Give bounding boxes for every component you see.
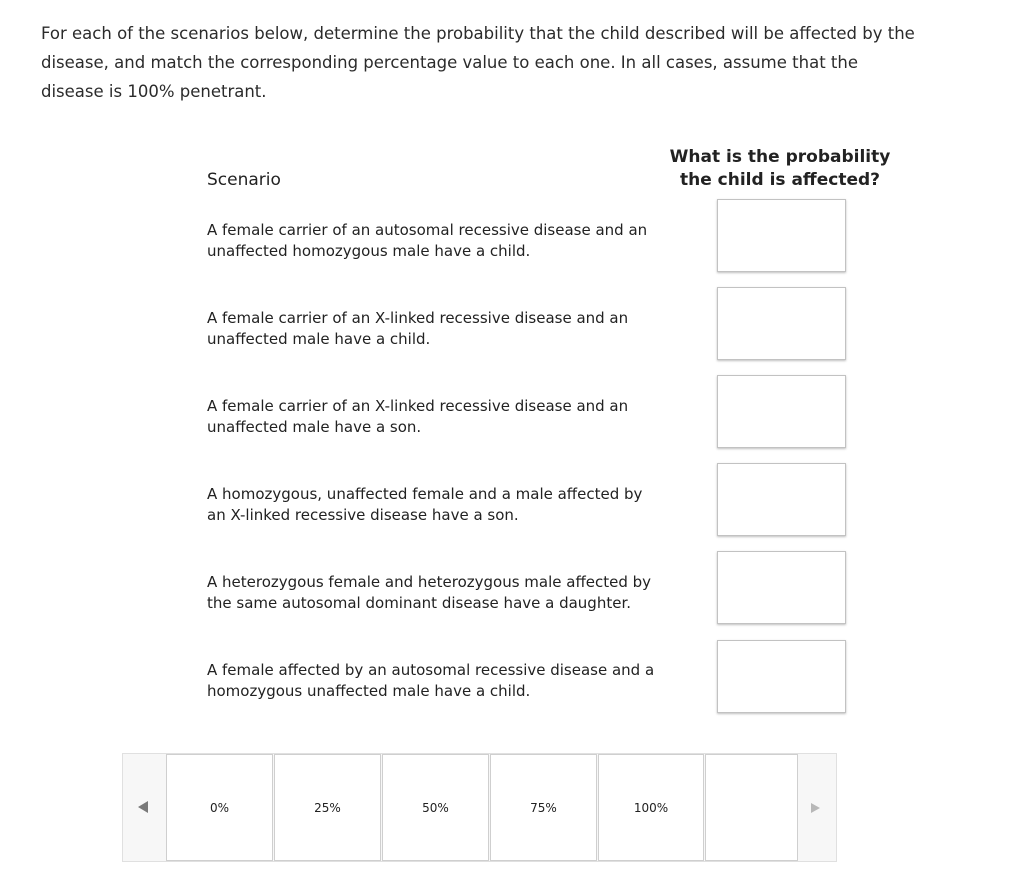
scenario-3-line-2: unaffected male have a son.: [207, 418, 422, 436]
probability-column-header: [660, 146, 900, 192]
scenario-6-line-2: homozygous unaffected male have a child.: [207, 682, 531, 700]
scenario-1-text: [207, 220, 677, 262]
answer-drop-box-3[interactable]: [717, 375, 846, 448]
probability-header-line-2: the child is affected?: [680, 170, 880, 190]
probability-header-line-1: What is the probability: [669, 147, 891, 167]
instructions-text: For each of the scenarios below, determine the probability that the child described will be affected by the disease, and match the corresponding percentage value to each one. In all cases, assume that the disease is 100% penetrant.: [41, 24, 915, 101]
option-chip-100-percent[interactable]: 100%: [598, 754, 704, 861]
answer-drop-box-6[interactable]: [717, 640, 846, 713]
option-chip-50-percent[interactable]: 50%: [382, 754, 489, 861]
answer-drop-box-5[interactable]: [717, 551, 846, 624]
scenario-5-line-2: the same autosomal dominant disease have a daughter.: [207, 594, 632, 612]
option-chip-empty[interactable]: [705, 754, 798, 861]
answer-drop-box-1[interactable]: [717, 199, 846, 272]
scenario-3-text: [207, 396, 677, 438]
option-chip-0-percent[interactable]: 0%: [166, 754, 273, 861]
scenario-1-line-1: A female carrier of an autosomal recessive disease and an: [207, 221, 648, 239]
scenario-6-text: [207, 660, 677, 702]
scenario-5-text: [207, 572, 677, 614]
scroll-left-arrow-icon[interactable]: [138, 801, 148, 813]
option-chip-75-percent[interactable]: 75%: [490, 754, 597, 861]
scenario-1-line-2: unaffected homozygous male have a child.: [207, 242, 531, 260]
scenario-4-line-1: A homozygous, unaffected female and a male affected by: [207, 485, 643, 503]
scenario-4-text: [207, 484, 677, 526]
scenario-2-text: [207, 308, 677, 350]
scenario-2-line-1: A female carrier of an X-linked recessive disease and an: [207, 309, 629, 327]
scenario-6-line-1: A female affected by an autosomal recessive disease and a: [207, 661, 655, 679]
answer-drop-box-4[interactable]: [717, 463, 846, 536]
scenario-4-line-2: an X-linked recessive disease have a son.: [207, 506, 519, 524]
scenario-column-header: Scenario: [207, 170, 281, 190]
scenario-3-line-1: A female carrier of an X-linked recessive disease and an: [207, 397, 629, 415]
option-chip-25-percent[interactable]: 25%: [274, 754, 381, 861]
answer-drop-box-2[interactable]: [717, 287, 846, 360]
scenario-2-line-2: unaffected male have a child.: [207, 330, 431, 348]
scroll-right-arrow-icon[interactable]: [811, 803, 820, 813]
scenario-5-line-1: A heterozygous female and heterozygous male affected by: [207, 573, 652, 591]
